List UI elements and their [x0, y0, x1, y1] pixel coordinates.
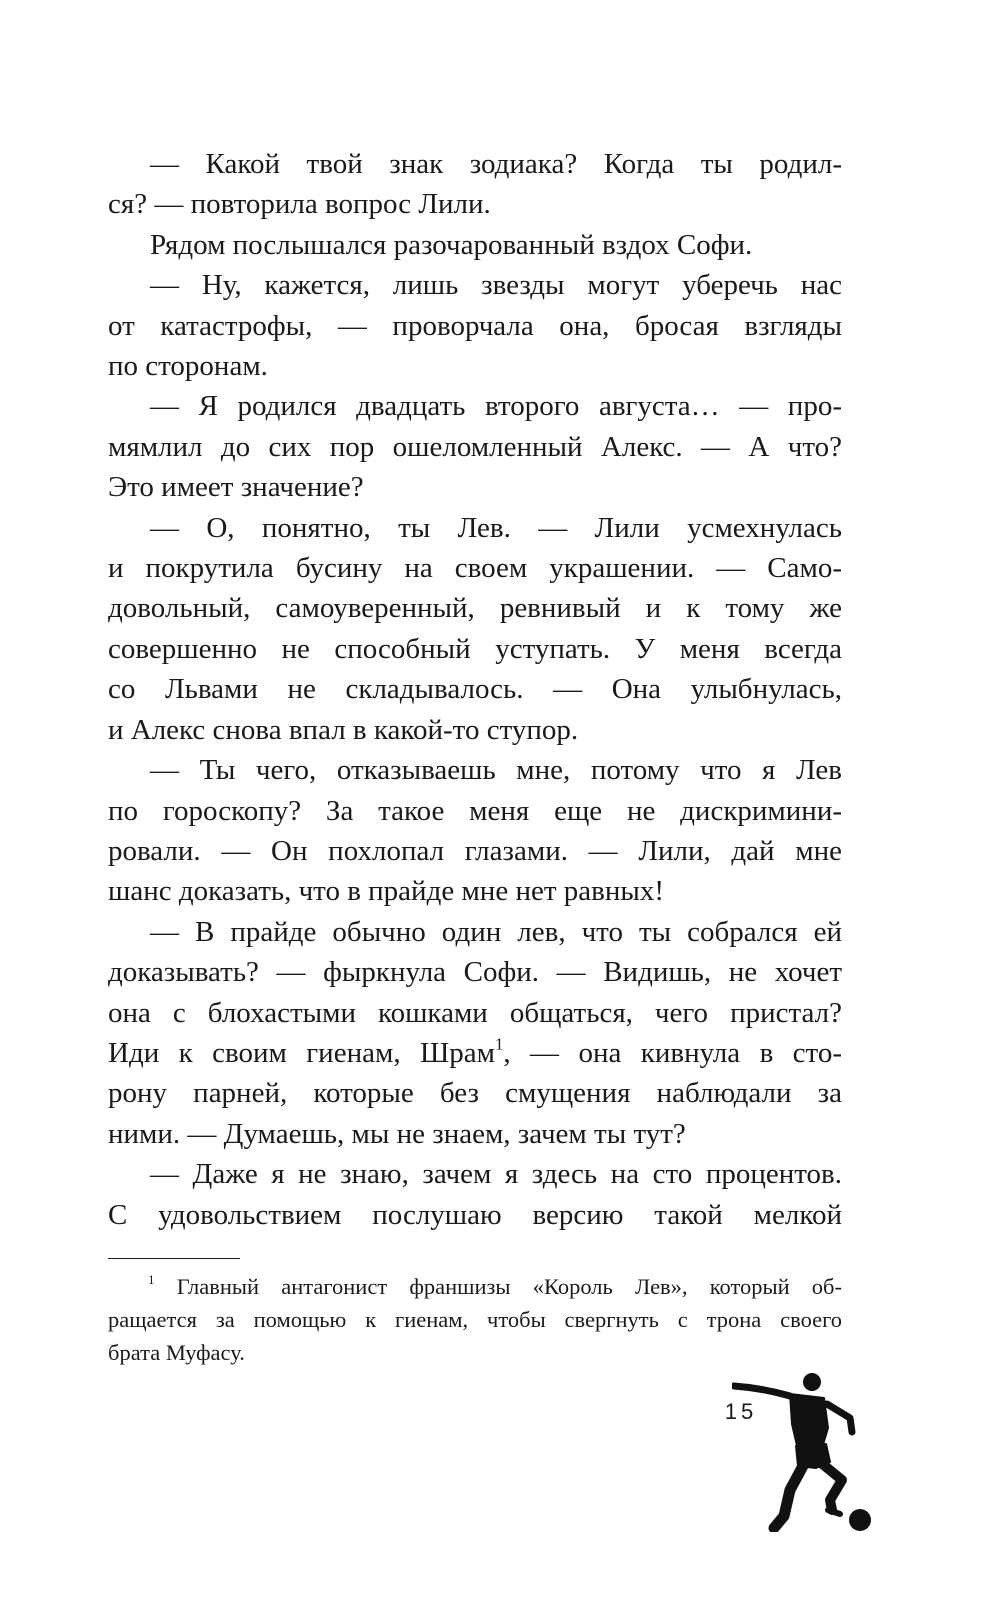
footnote-number: 1: [148, 1272, 155, 1288]
text-line-with-footnote: [108, 1033, 842, 1073]
text-line: ся? — повторила вопрос Лили.: [108, 188, 491, 221]
text-segment: Иди к своим гиенам, Шрам: [108, 1036, 495, 1069]
text-line: — Даже я не знаю, зачем я здесь на сто процентов.: [150, 1158, 842, 1191]
text-line: рону парней, которые без смущения наблюдали за: [108, 1077, 842, 1110]
footnote-reference[interactable]: 1: [494, 1034, 504, 1054]
text-line: шанс доказать, что в прайде мне нет равных!: [108, 875, 664, 908]
text-line: — Ты чего, отказываешь мне, потому что я Лев: [150, 754, 842, 787]
text-line: — В прайде обычно один лев, что ты собрался ей: [150, 915, 842, 948]
text-line: мямлил до сих пор ошеломленный Алекс. — А что?: [108, 430, 842, 463]
footnote-line: [108, 1270, 842, 1303]
text-line: довольный, самоуверенный, ревнивый и к тому же: [108, 592, 842, 625]
text-line: и Алекс снова впал в какой-то ступор.: [108, 713, 579, 746]
text-line: — Я родился двадцать второго августа… — про-: [150, 390, 842, 423]
text-line: она с блохастыми кошками общаться, чего пристал?: [108, 996, 842, 1029]
text-line: ними. — Думаешь, мы не знаем, зачем ты тут?: [108, 1117, 686, 1150]
text-line: — О, понятно, ты Лев. — Лили усмехнулась: [150, 511, 842, 544]
soccer-player-silhouette-icon: [732, 1370, 877, 1532]
footnote-divider: [108, 1258, 240, 1259]
text-line: совершенно не способный уступать. У меня всегда: [108, 632, 842, 665]
text-line: от катастрофы, — проворчала она, бросая взгляды: [108, 309, 842, 342]
text-line: по гороскопу? За такое меня еще не дискримини-: [108, 794, 842, 827]
text-line: и покрутила бусину на своем украшении. — Само-: [108, 552, 842, 585]
text-line: Рядом послышался разочарованный вздох Софи.: [150, 228, 753, 261]
text-line: по сторонам.: [108, 350, 268, 383]
footnote-line: ращается за помощью к гиенам, чтобы свергнуть с трона своего: [108, 1307, 842, 1332]
footnote: [108, 1270, 842, 1369]
page-number: 15: [724, 1399, 758, 1424]
text-segment: , — она кивнула в сто-: [503, 1036, 842, 1069]
text-line: ровали. — Он похлопал глазами. — Лили, дай мне: [108, 834, 842, 867]
text-line: доказывать? — фыркнула Софи. — Видишь, не хочет: [108, 956, 842, 989]
text-line: Это имеет значение?: [108, 471, 364, 504]
body-text: [108, 144, 842, 1235]
text-line: — Какой твой знак зодиака? Когда ты родил-: [150, 148, 842, 180]
footnote-text: Главный антагонист франшизы «Король Лев», который об-: [176, 1274, 843, 1299]
text-line: — Ну, кажется, лишь звезды могут уберечь нас: [150, 269, 842, 302]
text-line: со Львами не складывалось. — Она улыбнулась,: [108, 673, 842, 706]
text-line: С удовольствием послушаю версию такой мелкой: [108, 1198, 842, 1231]
footnote-line: брата Муфасу.: [108, 1340, 245, 1365]
